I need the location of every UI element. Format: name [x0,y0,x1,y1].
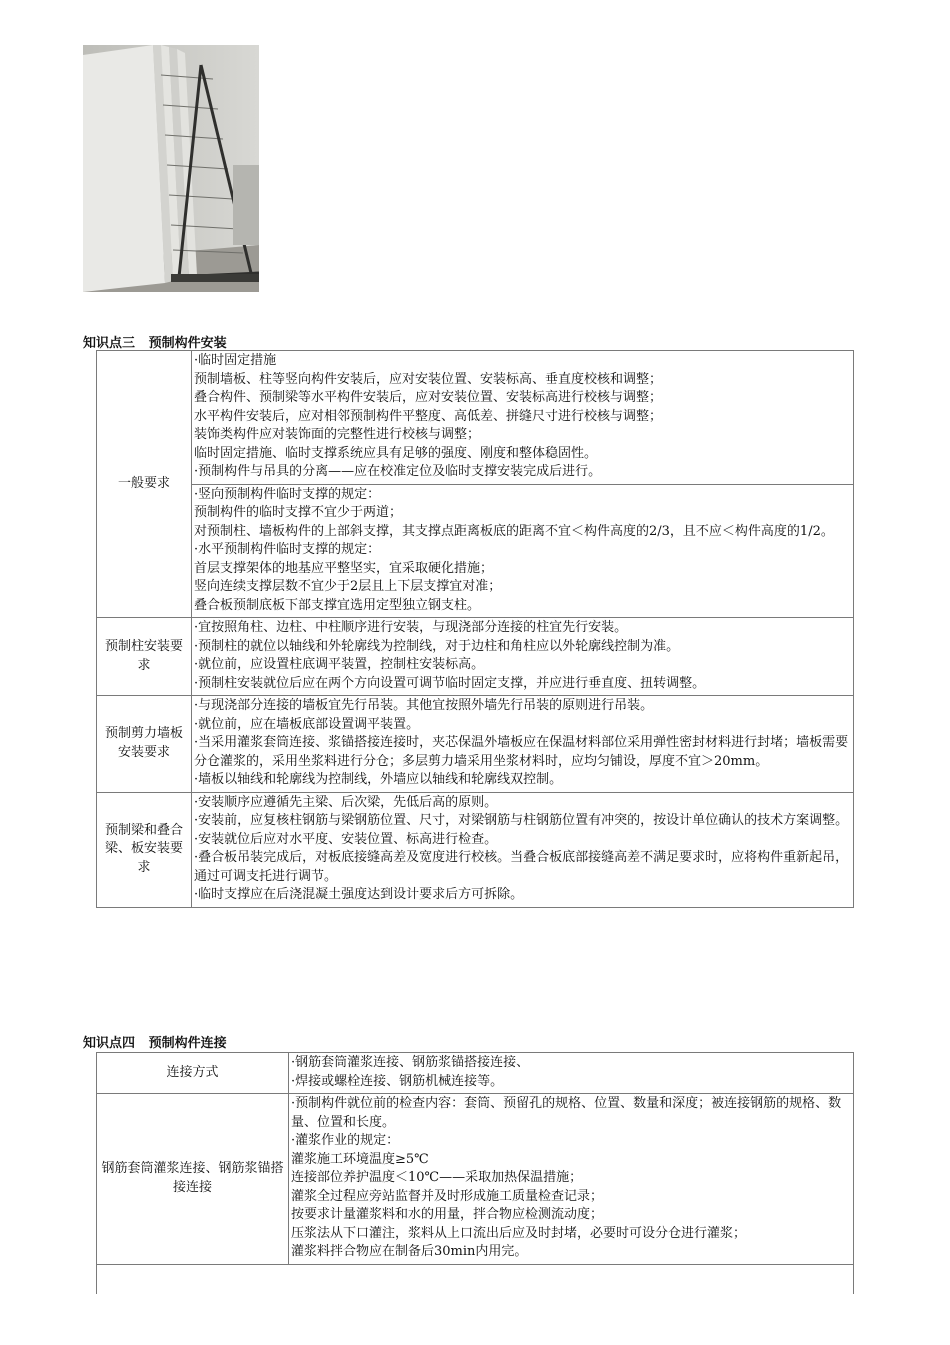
content-line: ·焊接或螺栓连接、钢筋机械连接等。 [291,1073,504,1089]
row-label: 一般要求 [97,351,192,618]
content-line: ·临时固定措施 [194,353,277,368]
content-line: ·安装就位后应对水平度、安装位置、标高进行检查。 [194,831,498,847]
table-row [97,1094,854,1265]
row-content [192,696,854,793]
row-content [192,792,854,907]
row-content [192,484,854,618]
content-line: ·安装顺序应遵循先主梁、后次梁，先低后高的原则。 [194,794,498,810]
content-line: 灌浆料拌合物应在制备后30min内用完。 [291,1244,528,1259]
table-row [97,1053,854,1094]
content-line: ·灌浆作业的规定： [291,1133,400,1148]
empty-row [97,1264,854,1294]
content-line: 装饰类构件应对装饰面的完整性进行校核与调整； [194,427,481,442]
section-heading-4: 知识点四 预制构件连接 [83,1036,227,1051]
content-line: ·墙板以轴线和轮廓线为控制线，外墙应以轴线和轮廓线双控制。 [194,772,563,787]
content-line: 预制构件的临时支撑不宜少于两道； [194,505,403,520]
row-label: 预制剪力墙板安装要求 [97,696,192,793]
content-line: ·叠合板吊装完成后，对板底接缝高差及宽度进行校核。当叠合板底部接缝高差不满足要求时，应将构件重新起吊，通过可调支托进行调节。 [194,850,849,884]
content-line: 竖向连续支撑层数不宜少于2层且上下层支撑宜对准； [194,579,502,594]
content-line: 压浆法从下口灌注，浆料从上口流出后应及时封堵，必要时可设分仓进行灌浆； [291,1225,747,1241]
table-row [97,1264,854,1294]
content-line: 按要求计量灌浆料和水的用量，拌合物应检测流动度； [291,1207,604,1222]
row-label: 连接方式 [97,1053,289,1094]
section-4-table [96,1052,854,1294]
content-line: ·就位前，应在墙板底部设置调平装置。 [194,716,420,732]
table-row [97,696,854,793]
row-content [192,618,854,696]
content-line: 对预制柱、墙板构件的上部斜支撑，其支撑点距离板底的距离不宜＜构件高度的2/3，且不应＜构件高度的1/2。 [194,523,834,539]
row-content [192,351,854,485]
content-line: ·水平预制构件临时支撑的规定： [194,542,381,557]
content-line: ·与现浇部分连接的墙板宜先行吊装。其他宜按照外墙先行吊装的原则进行吊装。 [194,698,654,713]
table-row [97,351,854,485]
content-line: ·预制柱安装就位后应在两个方向设置可调节临时固定支撑，并应进行垂直度、扭转调整。 [194,675,706,691]
content-line: ·宜按照角柱、边柱、中柱顺序进行安装，与现浇部分连接的柱宜先行安装。 [194,620,628,635]
table-row [97,618,854,696]
content-line: ·就位前，应设置柱底调平装置，控制柱安装标高。 [194,657,485,672]
precast-panel-photo [83,45,259,292]
content-line: ·预制构件就位前的检查内容：套筒、预留孔的规格、位置、数量和深度；被连接钢筋的规格、数量、位置和长度。 [291,1096,842,1130]
content-line: ·安装前，应复核柱钢筋与梁钢筋位置、尺寸，对梁钢筋与柱钢筋位置有冲突的，按设计单位确认的技术方案调整。 [194,813,849,828]
content-line: ·钢筋套筒灌浆连接、钢筋浆锚搭接连接、 [291,1055,530,1070]
content-line: ·竖向预制构件临时支撑的规定： [194,486,381,502]
row-content [289,1053,854,1094]
content-line: 预制墙板、柱等竖向构件安装后，应对安装位置、安装标高、垂直度校核和调整； [194,371,663,387]
content-line: ·预制柱的就位以轴线和外轮廓线为控制线，对于边柱和角柱应以外轮廓线控制为准。 [194,638,680,654]
table-row [97,792,854,907]
content-line: 叠合构件、预制梁等水平构件安装后，应对安装位置、安装标高进行校核与调整； [194,390,663,405]
content-line: 灌浆施工环境温度≥5℃ [291,1151,429,1167]
section-3-table [96,350,854,908]
row-label: 钢筋套筒灌浆连接、钢筋浆锚搭接连接 [97,1094,289,1265]
content-line: 灌浆全过程应旁站监督并及时形成施工质量检查记录； [291,1188,604,1204]
content-line: 叠合板预制底板下部支撑宜选用定型独立钢支柱。 [194,597,481,613]
content-line: 临时固定措施、临时支撑系统应具有足够的强度、刚度和整体稳固性。 [194,445,598,461]
table-row [97,484,854,618]
precast-panel-photo-image [83,45,259,292]
content-line: ·预制构件与吊具的分离——应在校准定位及临时支撑安装完成后进行。 [194,464,602,479]
content-line: ·临时支撑应在后浇混凝土强度达到设计要求后方可拆除。 [194,887,524,902]
row-label: 预制梁和叠合梁、板安装要求 [97,792,192,907]
content-line: 首层支撑架体的地基应平整坚实，宜采取硬化措施； [194,560,494,576]
content-line: 连接部位养护温度＜10℃——采取加热保温措施； [291,1170,583,1185]
row-label: 预制柱安装要求 [97,618,192,696]
content-line: ·当采用灌浆套筒连接、浆锚搭接连接时，夹芯保温外墙板应在保温材料部位采用弹性密封材料进行封堵；墙板需要分仓灌浆的，采用坐浆料进行分仓；多层剪力墙采用坐浆材料时，应均匀铺设，厚度不宜＞20mm。 [194,735,849,769]
row-content [289,1094,854,1265]
content-line: 水平构件安装后，应对相邻预制构件平整度、高低差、拼缝尺寸进行校核与调整； [194,408,663,424]
section-heading-3: 知识点三 预制构件安装 [83,336,227,351]
